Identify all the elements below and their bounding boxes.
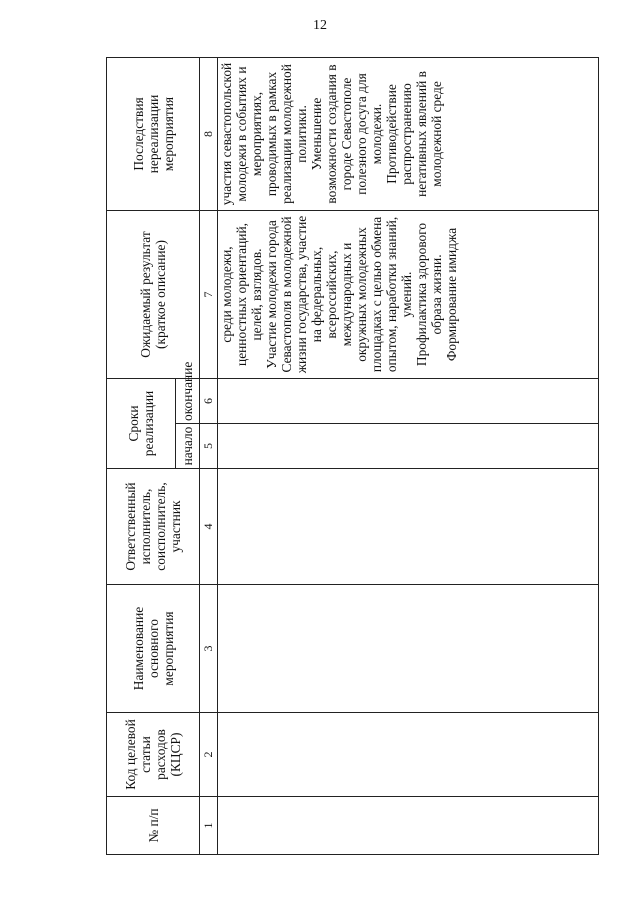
consequences-paragraph: Противодействие распространению негативных явлений в молодежной среде: [384, 71, 444, 197]
consequences-paragraph: Уменьшение возможности создания в городе Севастополе полезного досуга для молодежи.: [309, 64, 384, 204]
column-number: 1: [200, 797, 218, 855]
header-activity-name: Наименование основного мероприятия: [107, 585, 200, 713]
cell-budget-code: [218, 713, 599, 797]
expected-result-paragraph: среди молодежи, ценностных ориентаций, целей, взглядов.: [219, 223, 264, 366]
cell-number: [218, 797, 599, 855]
expected-result-paragraph: Профилактика здорового образа жизни.: [414, 222, 444, 367]
header-start: начало: [176, 424, 200, 469]
cell-expected-result: [218, 210, 599, 378]
cell-activity-name: [218, 585, 599, 713]
column-number: 8: [200, 57, 218, 210]
consequences-paragraph: участия севастопольской молодежи в событиях и мероприятиях, проводимых в рамках реализации молодежной политики.: [219, 62, 309, 206]
column-number-row: [200, 57, 218, 854]
header-end: окончание: [176, 378, 200, 423]
header-row: [107, 57, 176, 854]
cell-consequences: [218, 57, 599, 210]
header-responsible: Ответственный исполнитель, соисполнитель, участник: [107, 469, 200, 585]
column-number: 3: [200, 585, 218, 713]
cell-end: [218, 378, 599, 423]
header-budget-code: Код целевой статьи расходов (КЦСР): [107, 713, 200, 797]
column-number: 6: [200, 378, 218, 423]
page-number: 12: [313, 18, 327, 33]
expected-result-paragraph: Формирование имиджа: [444, 227, 459, 362]
activity-plan-table: [106, 57, 599, 855]
column-number: 7: [200, 210, 218, 378]
expected-result-paragraph: Участие молодежи города Севастополя в молодежной жизни государства, участие на федеральных, всероссийских, международных и окружных молодежных площадках с целью обмена опытом, наработки знаний, умений.: [264, 215, 414, 374]
column-number: 4: [200, 469, 218, 585]
rotated-table-frame: [106, 58, 613, 855]
column-number: 5: [200, 424, 218, 469]
header-consequences: Последствия нереализации мероприятия: [107, 57, 200, 210]
header-timeframe: Сроки реализации: [107, 378, 176, 468]
cell-start: [218, 424, 599, 469]
header-number: № п/п: [107, 797, 200, 855]
cell-responsible: [218, 469, 599, 585]
table-container: [106, 58, 640, 843]
table-row: [218, 57, 599, 854]
header-expected-result: Ожидаемый результат (краткое описание): [107, 210, 200, 378]
column-number: 2: [200, 713, 218, 797]
